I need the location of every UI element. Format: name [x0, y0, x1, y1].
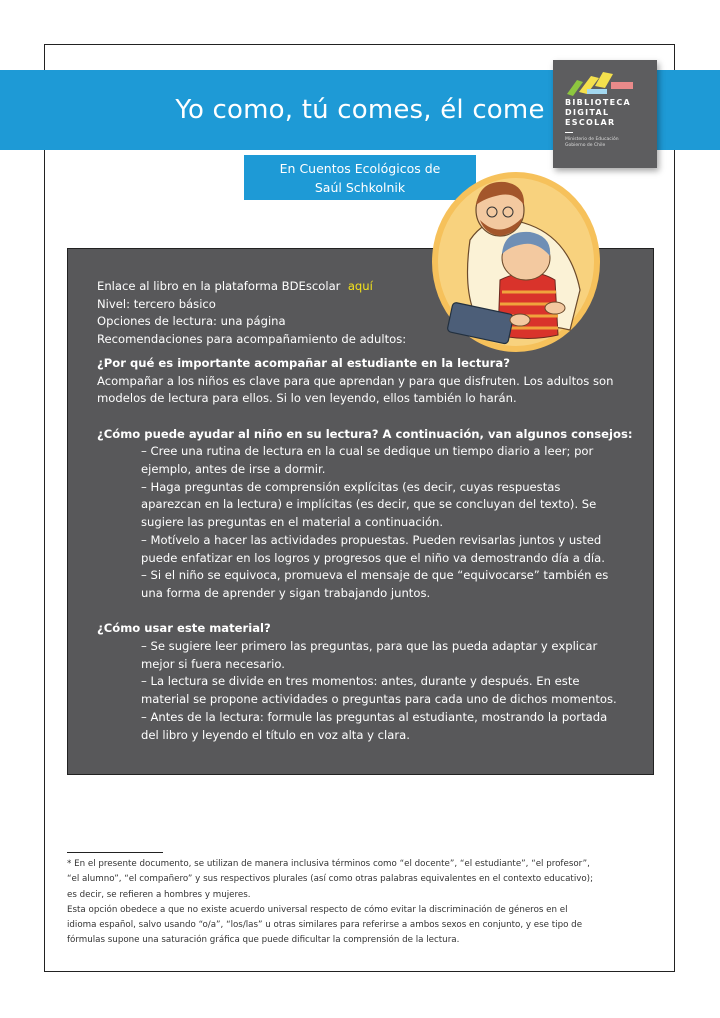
logo-stripes-icon [565, 70, 643, 96]
question-why: ¿Por qué es importante acompañar al estudiante en la lectura? [97, 355, 510, 370]
footnote-divider [67, 852, 163, 853]
usage-line: – Antes de la lectura: formule las preguntas al estudiante, mostrando la portada [141, 709, 608, 724]
footnote-line: fórmulas supone una saturación gráfica que puede dificultar la comprensión de la lectura. [67, 935, 460, 946]
text-line: modelos de lectura para ellos. Si lo ven leyendo, ellos también lo harán. [97, 391, 517, 406]
question-how-use: ¿Cómo usar este material? [97, 621, 271, 636]
footnote-line: Esta opción obedece a que no existe acuerdo universal respecto de cómo evitar la discriminación de géneros en el [67, 904, 568, 915]
subtitle-line2: Saúl Schkolnik [314, 180, 406, 195]
footnote [67, 857, 663, 949]
usage-line: del libro y leyendo el título en voz alta y clara. [141, 727, 410, 742]
logo-line1: BIBLIOTECA [565, 98, 632, 107]
bdescolar-logo [553, 60, 657, 168]
footnote-line: idioma español, salvo usando “o/a”, “los/las” u otras similares para referirse a ambos sexos en conjunto, y ese tipo de [67, 920, 583, 931]
reading-level: Nivel: tercero básico [97, 296, 216, 311]
tip-line: puede enfatizar en los logros y progresos que el niño va demostrando día a día. [141, 550, 605, 565]
tip-line: una forma de aprender y sigan trabajando juntos. [141, 585, 431, 600]
logo-divider [565, 132, 573, 133]
guidance-content [97, 278, 637, 744]
tip-line: – Motívelo a hacer las actividades propuestas. Pueden revisarlas juntos y usted [141, 532, 602, 547]
question-how-help: ¿Cómo puede ayudar al niño en su lectura? A continuación, van algunos consejos: [97, 426, 633, 441]
usage-line: mejor si fuera necesario. [141, 656, 285, 671]
logo-line2: DIGITAL [565, 108, 610, 117]
text-line: Acompañar a los niños es clave para que aprendan y para que disfruten. Los adultos son [97, 373, 614, 388]
usage-line: material se propone actividades o preguntas para cada uno de dichos momentos. [141, 692, 617, 707]
logo-government: Gobierno de Chile [565, 143, 606, 148]
tip-line: ejemplo, antes de irse a dormir. [141, 462, 326, 477]
page-title: Yo como, tú comes, él come [175, 95, 545, 125]
tip-line: – Haga preguntas de comprensión explícitas (es decir, cuyas respuestas [141, 479, 561, 494]
footnote-line: es decir, se refieren a hombres y mujeres. [67, 889, 251, 900]
footnote-line: “el alumno”, “el compañero” y sus respectivos plurales (así como otras palabras equivalentes en el contexto educativo); [67, 874, 594, 885]
tip-line: – Cree una rutina de lectura en la cual se dedique un tiempo diario a leer; por [141, 444, 594, 459]
recommendations-label: Recomendaciones para acompañamiento de adultos: [97, 332, 407, 347]
book-link-line [97, 278, 637, 296]
usage-line: – La lectura se divide en tres momentos: antes, durante y después. En este [141, 674, 580, 689]
reading-options: Opciones de lectura: una página [97, 314, 286, 329]
book-link-label: Enlace al libro en la plataforma BDEscolar [97, 279, 341, 293]
tip-line: sugiere las preguntas en el material a continuación. [141, 515, 444, 530]
logo-line3: ESCOLAR [565, 118, 616, 127]
usage-line: – Se sugiere leer primero las preguntas, para que las pueda adaptar y explicar [141, 639, 598, 654]
subtitle-line1: En Cuentos Ecológicos de [279, 161, 441, 176]
tip-line: aparezcan en la lectura) e implícitas (es decir, que se concluyan del texto). Se [141, 497, 597, 512]
logo-ministry: Ministerio de Educación [565, 137, 619, 142]
tip-line: – Si el niño se equivoca, promueva el mensaje de que “equivocarse” también es [141, 568, 609, 583]
book-link[interactable]: aquí [347, 279, 373, 293]
footnote-line: * En el presente documento, se utilizan de manera inclusiva términos como “el docente”, “el estudiante”, “el profesor”, [67, 859, 590, 869]
